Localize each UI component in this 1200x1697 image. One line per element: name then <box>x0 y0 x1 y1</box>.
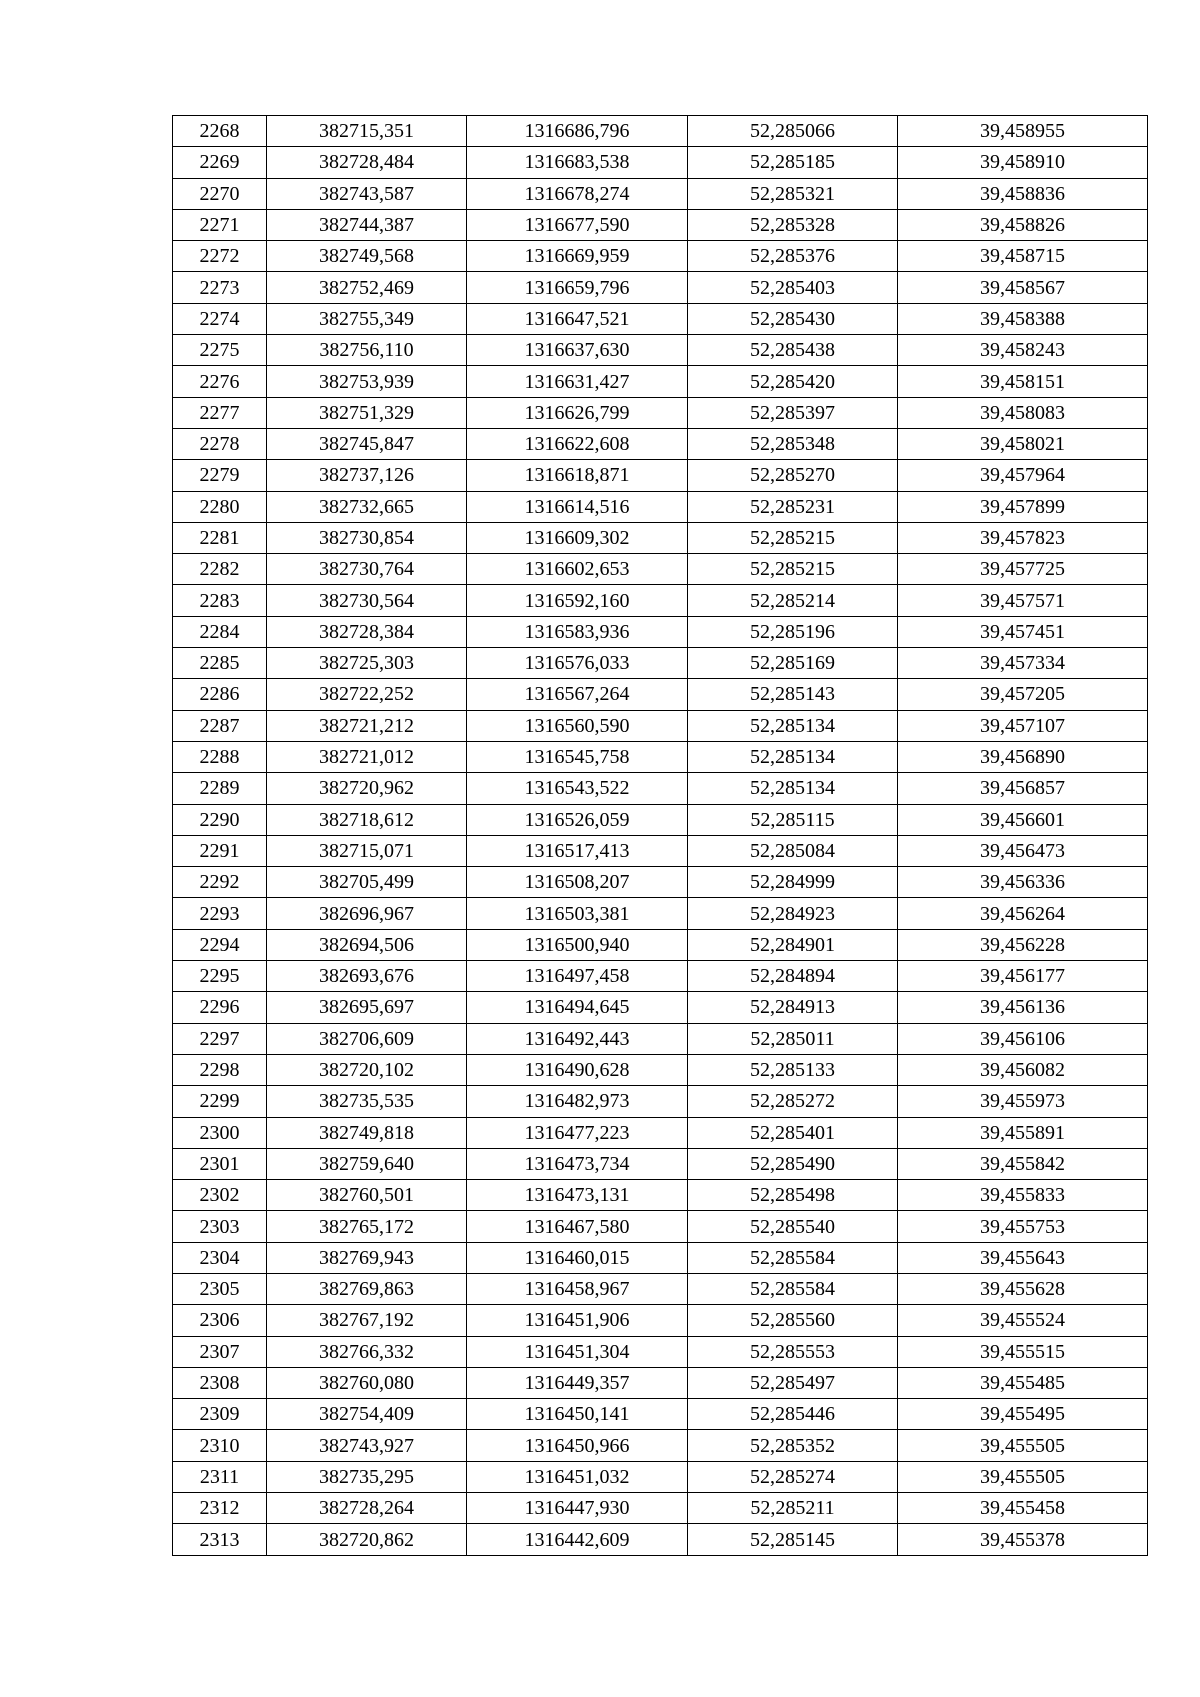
table-row <box>173 116 1148 147</box>
table-row <box>173 585 1148 616</box>
latitude-cell: 52,285553 <box>688 1336 898 1367</box>
y-coordinate-cell: 1316609,302 <box>467 522 688 553</box>
latitude-cell: 52,285584 <box>688 1242 898 1273</box>
x-coordinate-cell: 382721,012 <box>267 741 467 772</box>
y-coordinate-cell: 1316473,734 <box>467 1148 688 1179</box>
table-row <box>173 1430 1148 1461</box>
latitude-cell: 52,285231 <box>688 491 898 522</box>
latitude-cell: 52,284913 <box>688 992 898 1023</box>
longitude-cell: 39,457334 <box>898 648 1148 679</box>
point-number-cell: 2312 <box>173 1493 267 1524</box>
longitude-cell: 39,455973 <box>898 1086 1148 1117</box>
x-coordinate-cell: 382705,499 <box>267 867 467 898</box>
y-coordinate-cell: 1316567,264 <box>467 679 688 710</box>
longitude-cell: 39,456177 <box>898 961 1148 992</box>
latitude-cell: 52,285215 <box>688 522 898 553</box>
x-coordinate-cell: 382721,212 <box>267 710 467 741</box>
table-row <box>173 460 1148 491</box>
y-coordinate-cell: 1316451,032 <box>467 1461 688 1492</box>
table-row <box>173 773 1148 804</box>
latitude-cell: 52,285215 <box>688 554 898 585</box>
longitude-cell: 39,456890 <box>898 741 1148 772</box>
point-number-cell: 2303 <box>173 1211 267 1242</box>
x-coordinate-cell: 382720,102 <box>267 1054 467 1085</box>
y-coordinate-cell: 1316686,796 <box>467 116 688 147</box>
point-number-cell: 2274 <box>173 303 267 334</box>
longitude-cell: 39,458715 <box>898 241 1148 272</box>
y-coordinate-cell: 1316451,906 <box>467 1305 688 1336</box>
longitude-cell: 39,458151 <box>898 366 1148 397</box>
table-row <box>173 303 1148 334</box>
y-coordinate-cell: 1316576,033 <box>467 648 688 679</box>
latitude-cell: 52,285084 <box>688 835 898 866</box>
latitude-cell: 52,285133 <box>688 1054 898 1085</box>
y-coordinate-cell: 1316637,630 <box>467 335 688 366</box>
point-number-cell: 2310 <box>173 1430 267 1461</box>
longitude-cell: 39,455458 <box>898 1493 1148 1524</box>
point-number-cell: 2275 <box>173 335 267 366</box>
point-number-cell: 2290 <box>173 804 267 835</box>
table-row <box>173 741 1148 772</box>
y-coordinate-cell: 1316526,059 <box>467 804 688 835</box>
latitude-cell: 52,285274 <box>688 1461 898 1492</box>
x-coordinate-cell: 382760,501 <box>267 1180 467 1211</box>
longitude-cell: 39,455505 <box>898 1461 1148 1492</box>
latitude-cell: 52,285446 <box>688 1399 898 1430</box>
point-number-cell: 2279 <box>173 460 267 491</box>
point-number-cell: 2288 <box>173 741 267 772</box>
longitude-cell: 39,458826 <box>898 209 1148 240</box>
longitude-cell: 39,456082 <box>898 1054 1148 1085</box>
table-row <box>173 1273 1148 1304</box>
table-row <box>173 648 1148 679</box>
point-number-cell: 2292 <box>173 867 267 898</box>
y-coordinate-cell: 1316451,304 <box>467 1336 688 1367</box>
x-coordinate-cell: 382749,818 <box>267 1117 467 1148</box>
y-coordinate-cell: 1316614,516 <box>467 491 688 522</box>
point-number-cell: 2306 <box>173 1305 267 1336</box>
x-coordinate-cell: 382720,862 <box>267 1524 467 1555</box>
x-coordinate-cell: 382715,071 <box>267 835 467 866</box>
table-row <box>173 209 1148 240</box>
latitude-cell: 52,285134 <box>688 710 898 741</box>
longitude-cell: 39,455515 <box>898 1336 1148 1367</box>
x-coordinate-cell: 382730,854 <box>267 522 467 553</box>
table-row <box>173 1086 1148 1117</box>
latitude-cell: 52,285272 <box>688 1086 898 1117</box>
point-number-cell: 2270 <box>173 178 267 209</box>
y-coordinate-cell: 1316626,799 <box>467 397 688 428</box>
table-row <box>173 1023 1148 1054</box>
x-coordinate-cell: 382735,295 <box>267 1461 467 1492</box>
latitude-cell: 52,285143 <box>688 679 898 710</box>
x-coordinate-cell: 382759,640 <box>267 1148 467 1179</box>
latitude-cell: 52,285438 <box>688 335 898 366</box>
y-coordinate-cell: 1316677,590 <box>467 209 688 240</box>
table-row <box>173 272 1148 303</box>
table-row <box>173 1493 1148 1524</box>
longitude-cell: 39,457899 <box>898 491 1148 522</box>
x-coordinate-cell: 382754,409 <box>267 1399 467 1430</box>
table-row <box>173 397 1148 428</box>
latitude-cell: 52,284894 <box>688 961 898 992</box>
latitude-cell: 52,285430 <box>688 303 898 334</box>
latitude-cell: 52,285490 <box>688 1148 898 1179</box>
x-coordinate-cell: 382720,962 <box>267 773 467 804</box>
x-coordinate-cell: 382718,612 <box>267 804 467 835</box>
y-coordinate-cell: 1316442,609 <box>467 1524 688 1555</box>
longitude-cell: 39,458083 <box>898 397 1148 428</box>
point-number-cell: 2295 <box>173 961 267 992</box>
table-row <box>173 1148 1148 1179</box>
y-coordinate-cell: 1316492,443 <box>467 1023 688 1054</box>
y-coordinate-cell: 1316460,015 <box>467 1242 688 1273</box>
table-row <box>173 1524 1148 1555</box>
point-number-cell: 2276 <box>173 366 267 397</box>
table-row <box>173 178 1148 209</box>
longitude-cell: 39,455643 <box>898 1242 1148 1273</box>
longitude-cell: 39,455842 <box>898 1148 1148 1179</box>
longitude-cell: 39,456228 <box>898 929 1148 960</box>
table-row <box>173 1336 1148 1367</box>
table-row <box>173 898 1148 929</box>
latitude-cell: 52,285328 <box>688 209 898 240</box>
longitude-cell: 39,457451 <box>898 616 1148 647</box>
point-number-cell: 2294 <box>173 929 267 960</box>
x-coordinate-cell: 382752,469 <box>267 272 467 303</box>
table-row <box>173 679 1148 710</box>
point-number-cell: 2311 <box>173 1461 267 1492</box>
point-number-cell: 2301 <box>173 1148 267 1179</box>
y-coordinate-cell: 1316602,653 <box>467 554 688 585</box>
y-coordinate-cell: 1316618,871 <box>467 460 688 491</box>
point-number-cell: 2285 <box>173 648 267 679</box>
longitude-cell: 39,455378 <box>898 1524 1148 1555</box>
longitude-cell: 39,456473 <box>898 835 1148 866</box>
longitude-cell: 39,458388 <box>898 303 1148 334</box>
x-coordinate-cell: 382760,080 <box>267 1367 467 1398</box>
table-row <box>173 335 1148 366</box>
table-row <box>173 961 1148 992</box>
point-number-cell: 2299 <box>173 1086 267 1117</box>
coordinates-table <box>172 115 1148 1556</box>
latitude-cell: 52,285540 <box>688 1211 898 1242</box>
latitude-cell: 52,285214 <box>688 585 898 616</box>
table-row <box>173 1367 1148 1398</box>
point-number-cell: 2281 <box>173 522 267 553</box>
point-number-cell: 2297 <box>173 1023 267 1054</box>
latitude-cell: 52,285011 <box>688 1023 898 1054</box>
table-row <box>173 710 1148 741</box>
table-row <box>173 1461 1148 1492</box>
longitude-cell: 39,455505 <box>898 1430 1148 1461</box>
x-coordinate-cell: 382715,351 <box>267 116 467 147</box>
latitude-cell: 52,285352 <box>688 1430 898 1461</box>
y-coordinate-cell: 1316508,207 <box>467 867 688 898</box>
latitude-cell: 52,285584 <box>688 1273 898 1304</box>
point-number-cell: 2291 <box>173 835 267 866</box>
x-coordinate-cell: 382766,332 <box>267 1336 467 1367</box>
latitude-cell: 52,285115 <box>688 804 898 835</box>
table-row <box>173 1211 1148 1242</box>
table-row <box>173 428 1148 459</box>
longitude-cell: 39,455485 <box>898 1367 1148 1398</box>
y-coordinate-cell: 1316477,223 <box>467 1117 688 1148</box>
point-number-cell: 2283 <box>173 585 267 616</box>
x-coordinate-cell: 382753,939 <box>267 366 467 397</box>
x-coordinate-cell: 382696,967 <box>267 898 467 929</box>
point-number-cell: 2313 <box>173 1524 267 1555</box>
x-coordinate-cell: 382706,609 <box>267 1023 467 1054</box>
longitude-cell: 39,458021 <box>898 428 1148 459</box>
x-coordinate-cell: 382730,764 <box>267 554 467 585</box>
point-number-cell: 2298 <box>173 1054 267 1085</box>
table-row <box>173 1242 1148 1273</box>
table-row <box>173 366 1148 397</box>
y-coordinate-cell: 1316490,628 <box>467 1054 688 1085</box>
longitude-cell: 39,455628 <box>898 1273 1148 1304</box>
latitude-cell: 52,285321 <box>688 178 898 209</box>
table-row <box>173 554 1148 585</box>
longitude-cell: 39,457205 <box>898 679 1148 710</box>
longitude-cell: 39,458243 <box>898 335 1148 366</box>
y-coordinate-cell: 1316482,973 <box>467 1086 688 1117</box>
y-coordinate-cell: 1316592,160 <box>467 585 688 616</box>
point-number-cell: 2269 <box>173 147 267 178</box>
point-number-cell: 2304 <box>173 1242 267 1273</box>
y-coordinate-cell: 1316500,940 <box>467 929 688 960</box>
latitude-cell: 52,284999 <box>688 867 898 898</box>
table-row <box>173 992 1148 1023</box>
y-coordinate-cell: 1316449,357 <box>467 1367 688 1398</box>
longitude-cell: 39,456857 <box>898 773 1148 804</box>
y-coordinate-cell: 1316447,930 <box>467 1493 688 1524</box>
y-coordinate-cell: 1316683,538 <box>467 147 688 178</box>
y-coordinate-cell: 1316473,131 <box>467 1180 688 1211</box>
longitude-cell: 39,457571 <box>898 585 1148 616</box>
longitude-cell: 39,455891 <box>898 1117 1148 1148</box>
point-number-cell: 2296 <box>173 992 267 1023</box>
point-number-cell: 2300 <box>173 1117 267 1148</box>
latitude-cell: 52,285401 <box>688 1117 898 1148</box>
x-coordinate-cell: 382737,126 <box>267 460 467 491</box>
x-coordinate-cell: 382743,587 <box>267 178 467 209</box>
latitude-cell: 52,285376 <box>688 241 898 272</box>
latitude-cell: 52,285270 <box>688 460 898 491</box>
y-coordinate-cell: 1316560,590 <box>467 710 688 741</box>
point-number-cell: 2271 <box>173 209 267 240</box>
point-number-cell: 2282 <box>173 554 267 585</box>
x-coordinate-cell: 382722,252 <box>267 679 467 710</box>
y-coordinate-cell: 1316458,967 <box>467 1273 688 1304</box>
longitude-cell: 39,456136 <box>898 992 1148 1023</box>
y-coordinate-cell: 1316622,608 <box>467 428 688 459</box>
longitude-cell: 39,457823 <box>898 522 1148 553</box>
latitude-cell: 52,285066 <box>688 116 898 147</box>
longitude-cell: 39,455524 <box>898 1305 1148 1336</box>
table-row <box>173 616 1148 647</box>
x-coordinate-cell: 382728,484 <box>267 147 467 178</box>
point-number-cell: 2305 <box>173 1273 267 1304</box>
latitude-cell: 52,285497 <box>688 1367 898 1398</box>
table-row <box>173 929 1148 960</box>
longitude-cell: 39,456336 <box>898 867 1148 898</box>
y-coordinate-cell: 1316678,274 <box>467 178 688 209</box>
y-coordinate-cell: 1316450,141 <box>467 1399 688 1430</box>
latitude-cell: 52,285134 <box>688 773 898 804</box>
y-coordinate-cell: 1316494,645 <box>467 992 688 1023</box>
y-coordinate-cell: 1316647,521 <box>467 303 688 334</box>
y-coordinate-cell: 1316545,758 <box>467 741 688 772</box>
latitude-cell: 52,285196 <box>688 616 898 647</box>
point-number-cell: 2309 <box>173 1399 267 1430</box>
x-coordinate-cell: 382694,506 <box>267 929 467 960</box>
latitude-cell: 52,285403 <box>688 272 898 303</box>
longitude-cell: 39,455495 <box>898 1399 1148 1430</box>
point-number-cell: 2307 <box>173 1336 267 1367</box>
table-row <box>173 147 1148 178</box>
latitude-cell: 52,285560 <box>688 1305 898 1336</box>
latitude-cell: 52,285145 <box>688 1524 898 1555</box>
x-coordinate-cell: 382755,349 <box>267 303 467 334</box>
longitude-cell: 39,456106 <box>898 1023 1148 1054</box>
latitude-cell: 52,284901 <box>688 929 898 960</box>
longitude-cell: 39,457107 <box>898 710 1148 741</box>
x-coordinate-cell: 382769,943 <box>267 1242 467 1273</box>
x-coordinate-cell: 382744,387 <box>267 209 467 240</box>
table-row <box>173 867 1148 898</box>
y-coordinate-cell: 1316497,458 <box>467 961 688 992</box>
x-coordinate-cell: 382743,927 <box>267 1430 467 1461</box>
y-coordinate-cell: 1316467,580 <box>467 1211 688 1242</box>
x-coordinate-cell: 382695,697 <box>267 992 467 1023</box>
x-coordinate-cell: 382730,564 <box>267 585 467 616</box>
x-coordinate-cell: 382735,535 <box>267 1086 467 1117</box>
point-number-cell: 2278 <box>173 428 267 459</box>
table-row <box>173 804 1148 835</box>
point-number-cell: 2272 <box>173 241 267 272</box>
longitude-cell: 39,458955 <box>898 116 1148 147</box>
point-number-cell: 2308 <box>173 1367 267 1398</box>
y-coordinate-cell: 1316450,966 <box>467 1430 688 1461</box>
table-row <box>173 522 1148 553</box>
x-coordinate-cell: 382769,863 <box>267 1273 467 1304</box>
point-number-cell: 2268 <box>173 116 267 147</box>
longitude-cell: 39,457725 <box>898 554 1148 585</box>
x-coordinate-cell: 382756,110 <box>267 335 467 366</box>
point-number-cell: 2289 <box>173 773 267 804</box>
latitude-cell: 52,285397 <box>688 397 898 428</box>
y-coordinate-cell: 1316631,427 <box>467 366 688 397</box>
longitude-cell: 39,458567 <box>898 272 1148 303</box>
y-coordinate-cell: 1316583,936 <box>467 616 688 647</box>
latitude-cell: 52,285169 <box>688 648 898 679</box>
longitude-cell: 39,458836 <box>898 178 1148 209</box>
point-number-cell: 2302 <box>173 1180 267 1211</box>
table-row <box>173 1180 1148 1211</box>
table-row <box>173 241 1148 272</box>
table-row <box>173 1305 1148 1336</box>
longitude-cell: 39,458910 <box>898 147 1148 178</box>
table-row <box>173 1054 1148 1085</box>
latitude-cell: 52,285211 <box>688 1493 898 1524</box>
longitude-cell: 39,457964 <box>898 460 1148 491</box>
y-coordinate-cell: 1316517,413 <box>467 835 688 866</box>
x-coordinate-cell: 382732,665 <box>267 491 467 522</box>
point-number-cell: 2280 <box>173 491 267 522</box>
y-coordinate-cell: 1316543,522 <box>467 773 688 804</box>
longitude-cell: 39,456601 <box>898 804 1148 835</box>
latitude-cell: 52,285348 <box>688 428 898 459</box>
longitude-cell: 39,456264 <box>898 898 1148 929</box>
latitude-cell: 52,285498 <box>688 1180 898 1211</box>
x-coordinate-cell: 382725,303 <box>267 648 467 679</box>
x-coordinate-cell: 382751,329 <box>267 397 467 428</box>
table-row <box>173 835 1148 866</box>
latitude-cell: 52,285420 <box>688 366 898 397</box>
x-coordinate-cell: 382693,676 <box>267 961 467 992</box>
point-number-cell: 2284 <box>173 616 267 647</box>
longitude-cell: 39,455753 <box>898 1211 1148 1242</box>
latitude-cell: 52,284923 <box>688 898 898 929</box>
point-number-cell: 2293 <box>173 898 267 929</box>
x-coordinate-cell: 382745,847 <box>267 428 467 459</box>
point-number-cell: 2277 <box>173 397 267 428</box>
coordinates-table-body <box>173 116 1148 1556</box>
x-coordinate-cell: 382765,172 <box>267 1211 467 1242</box>
point-number-cell: 2287 <box>173 710 267 741</box>
latitude-cell: 52,285185 <box>688 147 898 178</box>
longitude-cell: 39,455833 <box>898 1180 1148 1211</box>
table-row <box>173 1399 1148 1430</box>
x-coordinate-cell: 382728,384 <box>267 616 467 647</box>
table-row <box>173 491 1148 522</box>
x-coordinate-cell: 382767,192 <box>267 1305 467 1336</box>
y-coordinate-cell: 1316659,796 <box>467 272 688 303</box>
latitude-cell: 52,285134 <box>688 741 898 772</box>
x-coordinate-cell: 382728,264 <box>267 1493 467 1524</box>
table-row <box>173 1117 1148 1148</box>
y-coordinate-cell: 1316503,381 <box>467 898 688 929</box>
y-coordinate-cell: 1316669,959 <box>467 241 688 272</box>
point-number-cell: 2286 <box>173 679 267 710</box>
x-coordinate-cell: 382749,568 <box>267 241 467 272</box>
point-number-cell: 2273 <box>173 272 267 303</box>
